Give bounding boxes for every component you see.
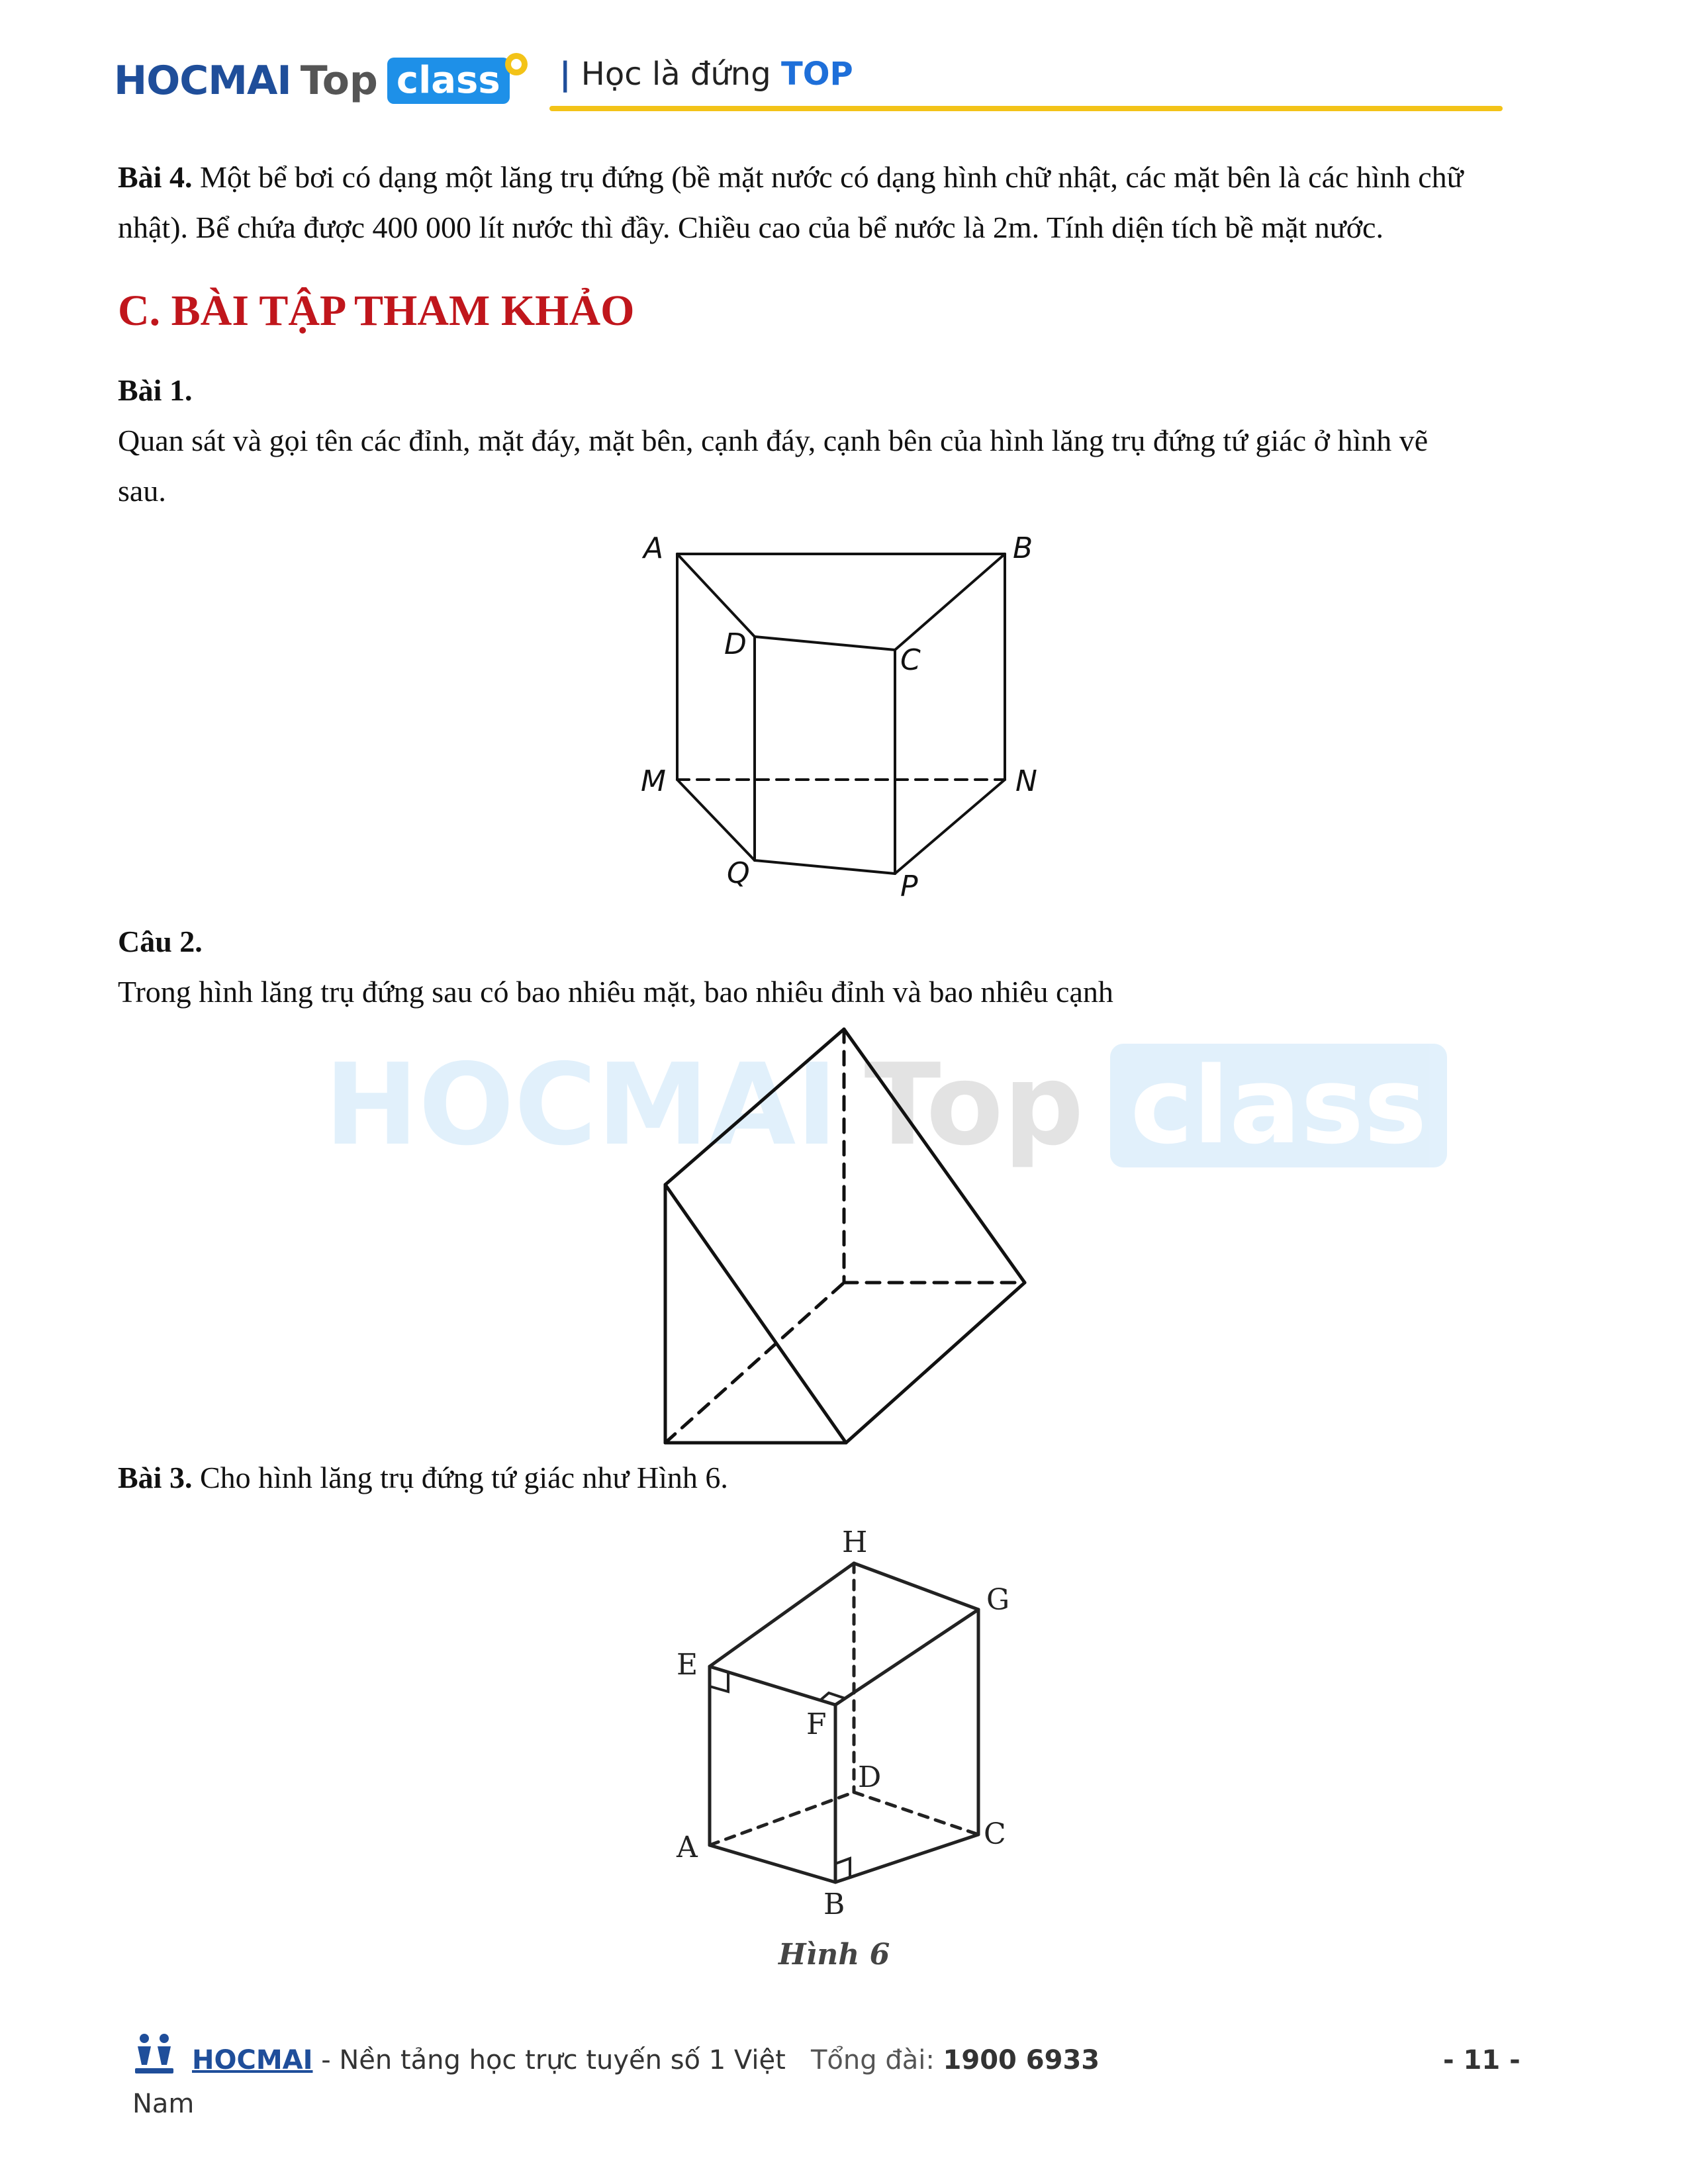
cau2-label: Câu 2. (118, 925, 203, 958)
footer-hotline-label: Tổng đài: (810, 2045, 935, 2075)
label-p: P (900, 870, 918, 903)
label-m: M (641, 764, 666, 798)
footer-hotline-number: 1900 6933 (943, 2045, 1100, 2075)
bai4-line-1 (118, 152, 1587, 203)
logo-hocmai-text: HOCMAI (114, 58, 291, 104)
label-a: A (643, 531, 664, 565)
slogan-prefix: Học là đứng (581, 56, 771, 93)
bai1-line-2: sau. (118, 474, 166, 508)
header-slogan (559, 56, 853, 93)
edge-ad (677, 554, 755, 637)
label-d: D (858, 1760, 882, 1794)
label-g: G (986, 1583, 1010, 1617)
label-h: H (842, 1525, 868, 1559)
label-a: A (677, 1831, 698, 1864)
footer-continuation: Nam (132, 2089, 195, 2119)
bai4-paragraph (118, 152, 1587, 253)
label-c: C (984, 1817, 1006, 1851)
edge-dc-hidden (854, 1792, 978, 1835)
sun-icon (502, 50, 531, 79)
edge-pn (895, 780, 1005, 874)
edge-mq (677, 780, 755, 860)
edge-dc (755, 637, 895, 650)
edge-ad-hidden (710, 1792, 854, 1845)
label-c: C (900, 643, 921, 677)
figure-hinh-6 (662, 1516, 1059, 2005)
hocmai-footer-logo-icon (131, 2032, 177, 2078)
label-f: F (806, 1707, 827, 1741)
edge-gf (835, 1610, 978, 1705)
edge-cb (895, 554, 1005, 650)
footer-tagline: - Nền tảng học trực tuyến số 1 Việt (321, 2045, 786, 2075)
footer (0, 2025, 1688, 2158)
right-angle-mark-e (710, 1672, 728, 1692)
bai1-block (118, 365, 1587, 516)
bai4-label: Bài 4. (118, 160, 193, 194)
right-angle-mark-b (835, 1858, 850, 1877)
label-q: Q (727, 856, 750, 890)
cau2-text: Trong hình lăng trụ đứng sau có bao nhiêu mặt, bao nhiêu đỉnh và bao nhiêu cạnh (118, 975, 1113, 1009)
figure-tri-prism (642, 1006, 1053, 1449)
bai1-label: Bài 1. (118, 373, 193, 407)
label-b: B (823, 1888, 845, 1921)
edge-hg (854, 1563, 978, 1610)
watermark-top: Top (864, 1040, 1084, 1171)
header-divider (549, 106, 1503, 111)
section-c-title: C. BÀI TẬP THAM KHẢO (118, 287, 635, 335)
bai4-line-2: nhật). Bể chứa được 400 000 lít nước thì đầy. Chiều cao của bể nước là 2m. Tính diện tích bề mặt nước. (118, 210, 1383, 244)
figure-caption: Hình 6 (778, 1938, 890, 1972)
watermark-hocmai: HOCMAI (324, 1040, 838, 1171)
brand-logo (114, 54, 531, 107)
bai4-text-1: Một bể bơi có dạng một lăng trụ đứng (bề mặt nước có dạng hình chữ nhật, các mặt bên là các hình chữ (199, 160, 1464, 194)
edge-eh (710, 1563, 854, 1666)
header (0, 0, 1688, 119)
cau2-block (118, 917, 1587, 1017)
edge-qp (755, 860, 895, 874)
logo-top-text: Top (300, 58, 378, 104)
footer-page-number: - 11 - (1443, 2045, 1521, 2075)
label-d: D (724, 627, 747, 661)
bai1-line-1: Quan sát và gọi tên các đỉnh, mặt đáy, mặt bên, cạnh đáy, cạnh bên của hình lăng trụ đứng tứ giác ở hình vẽ (118, 424, 1429, 457)
edge-top-left (665, 1029, 844, 1185)
slogan-top: TOP (780, 56, 853, 93)
edge-bc (835, 1835, 978, 1882)
label-b: B (1013, 531, 1033, 565)
edge-diagonal-front (665, 1185, 846, 1443)
label-e: E (677, 1648, 698, 1682)
edge-hidden-base (665, 1283, 844, 1443)
edge-bottom-right (846, 1283, 1025, 1443)
bai3-paragraph (118, 1453, 1587, 1503)
logo-class-badge: class (387, 58, 510, 104)
figure-quad-prism (616, 523, 1079, 907)
edge-ab (710, 1845, 835, 1882)
edge-top-right (844, 1029, 1025, 1283)
watermark-class: class (1110, 1044, 1446, 1167)
slogan-divider: | (559, 56, 571, 93)
footer-text (192, 2045, 1100, 2075)
bai3-label: Bài 3. (118, 1461, 193, 1494)
label-n: N (1015, 764, 1037, 798)
bai3-text: Cho hình lăng trụ đứng tứ giác như Hình 6. (199, 1461, 728, 1494)
footer-brand-link[interactable]: HOCMAI (192, 2045, 313, 2075)
